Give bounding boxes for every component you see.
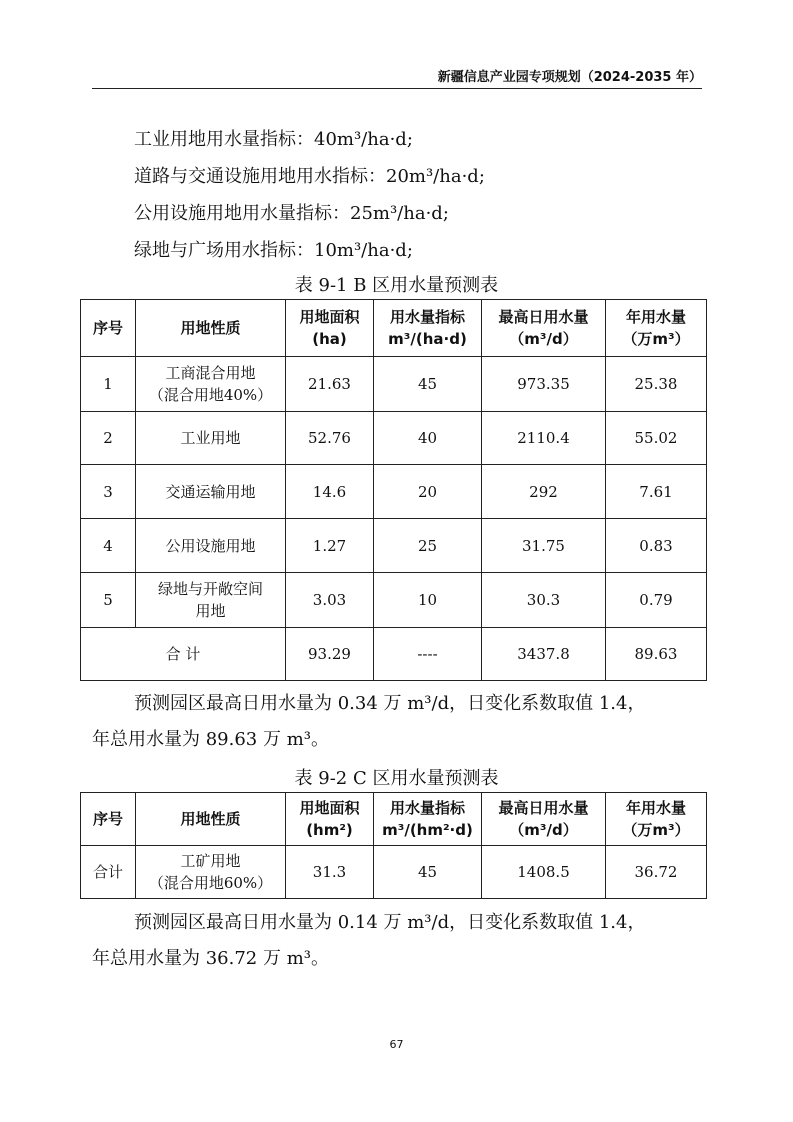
header-maxday: 最高日用水量 （m³/d） — [482, 300, 606, 357]
header-no: 序号 — [81, 300, 136, 357]
header-annual: 年用水量 （万m³） — [606, 300, 707, 357]
cell-type: 工商混合用地 （混合用地40%） — [136, 357, 286, 412]
header-maxday: 最高日用水量 （m³/d） — [482, 793, 606, 846]
cell-maxday: 292 — [482, 465, 606, 519]
paragraph-b-summary — [92, 686, 702, 758]
cell-area: 14.6 — [286, 465, 374, 519]
table-row — [81, 573, 707, 628]
cell-no: 2 — [81, 412, 136, 465]
paragraph-line: 年总用水量为 89.63 万 m³。 — [92, 729, 329, 750]
total-area: 93.29 — [286, 628, 374, 681]
cell-no: 合计 — [81, 846, 136, 899]
cell-maxday: 2110.4 — [482, 412, 606, 465]
paragraph-line: 年总用水量为 36.72 万 m³。 — [92, 948, 329, 969]
cell-annual: 25.38 — [606, 357, 707, 412]
page-number: 67 — [389, 1038, 404, 1051]
table-row — [81, 519, 707, 573]
paragraph-c-summary — [92, 905, 702, 977]
cell-maxday: 973.35 — [482, 357, 606, 412]
table-c-water-demand — [80, 792, 707, 899]
cell-no: 4 — [81, 519, 136, 573]
indicator-transport: 道路与交通设施用地用水指标：20m³/ha·d; — [134, 166, 485, 187]
total-index: ---- — [374, 628, 482, 681]
cell-type: 工矿用地 （混合用地60%） — [136, 846, 286, 899]
cell-no: 3 — [81, 465, 136, 519]
cell-area: 21.63 — [286, 357, 374, 412]
cell-maxday: 1408.5 — [482, 846, 606, 899]
cell-annual: 55.02 — [606, 412, 707, 465]
table-row — [81, 412, 707, 465]
cell-annual: 7.61 — [606, 465, 707, 519]
cell-annual: 0.83 — [606, 519, 707, 573]
cell-type: 工业用地 — [136, 412, 286, 465]
cell-index: 45 — [374, 357, 482, 412]
cell-type: 公用设施用地 — [136, 519, 286, 573]
table1-caption: 表 9-1 B 区用水量预测表 — [294, 275, 499, 296]
cell-area: 52.76 — [286, 412, 374, 465]
cell-type: 绿地与开敞空间 用地 — [136, 573, 286, 628]
header-type: 用地性质 — [136, 793, 286, 846]
header-annual: 年用水量 （万m³） — [606, 793, 707, 846]
header-no: 序号 — [81, 793, 136, 846]
cell-annual: 36.72 — [606, 846, 707, 899]
cell-area: 31.3 — [286, 846, 374, 899]
header-area: 用地面积 (ha) — [286, 300, 374, 357]
header-index: 用水量指标 m³/(ha·d) — [374, 300, 482, 357]
table-row — [81, 357, 707, 412]
cell-type: 交通运输用地 — [136, 465, 286, 519]
cell-maxday: 31.75 — [482, 519, 606, 573]
paragraph-line: 预测园区最高日用水量为 0.14 万 m³/d，日变化系数取值 1.4， — [134, 912, 646, 933]
cell-index: 10 — [374, 573, 482, 628]
cell-annual: 0.79 — [606, 573, 707, 628]
cell-index: 40 — [374, 412, 482, 465]
header-rule — [92, 88, 702, 89]
table-row — [81, 465, 707, 519]
paragraph-line: 预测园区最高日用水量为 0.34 万 m³/d，日变化系数取值 1.4， — [134, 693, 646, 714]
cell-index: 25 — [374, 519, 482, 573]
indicator-utilities: 公用设施用地用水量指标：25m³/ha·d; — [134, 203, 449, 224]
table2-header-row — [81, 793, 707, 846]
cell-no: 5 — [81, 573, 136, 628]
cell-area: 3.03 — [286, 573, 374, 628]
cell-area: 1.27 — [286, 519, 374, 573]
indicator-industrial: 工业用地用水量指标：40m³/ha·d; — [134, 129, 413, 150]
table-b-water-demand — [80, 299, 707, 681]
header-type: 用地性质 — [136, 300, 286, 357]
total-label: 合 计 — [81, 628, 286, 681]
table2-caption: 表 9-2 C 区用水量预测表 — [294, 768, 499, 789]
indicator-green: 绿地与广场用水指标：10m³/ha·d; — [134, 240, 413, 261]
table1-total-row — [81, 628, 707, 681]
total-annual: 89.63 — [606, 628, 707, 681]
header-index: 用水量指标 m³/(hm²·d) — [374, 793, 482, 846]
header-area: 用地面积 (hm²) — [286, 793, 374, 846]
cell-no: 1 — [81, 357, 136, 412]
cell-maxday: 30.3 — [482, 573, 606, 628]
table1-header-row — [81, 300, 707, 357]
cell-index: 20 — [374, 465, 482, 519]
cell-index: 45 — [374, 846, 482, 899]
page-header: 新疆信息产业园专项规划（2024-2035 年） — [437, 70, 702, 85]
table-row — [81, 846, 707, 899]
total-maxday: 3437.8 — [482, 628, 606, 681]
